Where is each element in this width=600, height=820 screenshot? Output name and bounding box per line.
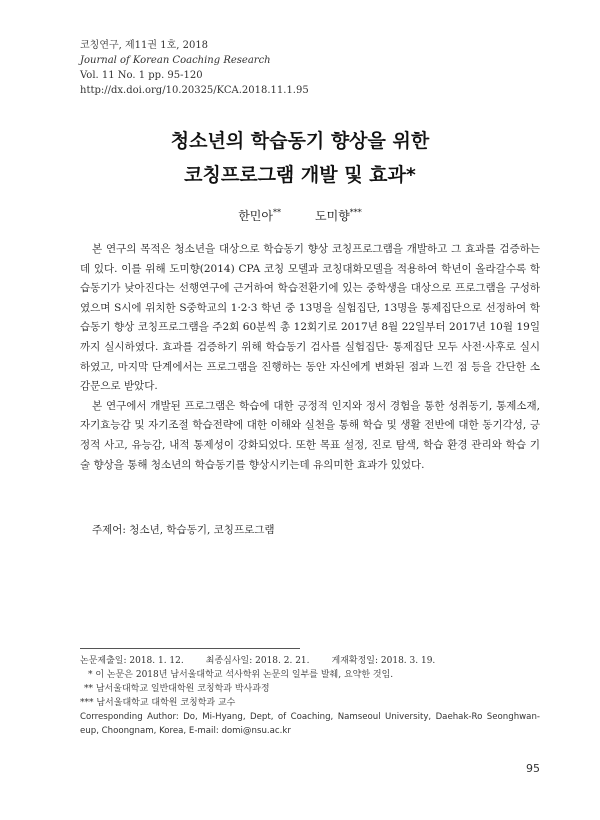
author-2 bbox=[315, 209, 362, 223]
abstract-paragraph-2: 본 연구에서 개발된 프로그램은 학습에 대한 긍정적 인지와 정서 경험을 통한 성취동기, 통제소재, 자기효능감 및 자기조절 학습전략에 대한 이해와 실천을 통해 학습 및 생활 전반에 대한 동기각성, 긍정적 사고, 유능감, 내적 통제성이 강화되었다. 또한 목표 설정, 진로 탐색, 학습 환경 관리와 학습 기술 향상을 통해 청소년의 학습동기를 향상시키는데 유의미한 효과가 있었다. bbox=[80, 399, 540, 471]
abstract bbox=[80, 240, 540, 475]
title-line-2: 코칭프로그램 개발 및 효과* bbox=[184, 164, 416, 186]
received-date: 논문제출일: 2018. 1. 12. bbox=[80, 656, 184, 666]
footnote-3: *** 남서울대학교 대학원 코칭학과 교수 bbox=[80, 698, 236, 708]
author-1-mark: ** bbox=[273, 208, 281, 217]
reviewed-date: 최종심사일: 2018. 2. 21. bbox=[205, 656, 310, 666]
doi-link[interactable]: http://dx.doi.org/10.20325/KCA.2018.11.1.95 bbox=[80, 85, 309, 96]
footnote-divider bbox=[80, 648, 300, 649]
author-1 bbox=[238, 207, 281, 224]
page-number: 95 bbox=[526, 762, 540, 775]
paper-title bbox=[0, 124, 600, 192]
author-2-mark: *** bbox=[349, 208, 362, 217]
author-1-name: 한민아 bbox=[238, 209, 273, 223]
journal-header bbox=[80, 38, 540, 98]
keywords: 주제어: 청소년, 학습동기, 코칭프로그램 bbox=[92, 524, 275, 536]
footnote-2: ** 남서울대학교 일반대학원 코칭학과 박사과정 bbox=[84, 684, 270, 694]
journal-issue: 코칭연구, 제11권 1호, 2018 bbox=[80, 40, 209, 51]
title-line-1: 청소년의 학습동기 향상을 위한 bbox=[170, 130, 430, 152]
author-2-name: 도미향 bbox=[315, 209, 350, 223]
submission-dates bbox=[80, 654, 540, 668]
author-list bbox=[0, 207, 600, 224]
footnotes bbox=[80, 654, 540, 738]
footnote-1: * 이 논문은 2018년 남서울대학교 석사학위 논문의 일부를 발췌, 요약한 것임. bbox=[88, 670, 394, 680]
corresponding-author: Corresponding Author: Do, Mi-Hyang, Dept, of Coaching, Namseoul University, Daehak-Ro Seonghwan-eup, Choongnam, Korea, E-mail: domi@nsu.ac.kr bbox=[80, 712, 540, 736]
volume-pages: Vol. 11 No. 1 pp. 95-120 bbox=[80, 70, 203, 81]
journal-name: Journal of Korean Coaching Research bbox=[80, 55, 271, 66]
abstract-paragraph-1: 본 연구의 목적은 청소년을 대상으로 학습동기 향상 코칭프로그램을 개발하고 그 효과를 검증하는데 있다. 이를 위해 도미향(2014) CPA 코칭 모델과 코칭대화모델을 적용하여 학년이 올라갈수록 학습동기가 낮아진다는 선행연구에 근거하여 학습전환기에 있는 중학생을 대상으로 프로그램을 구성하였으며 S시에 위치한 S중학교의 1·2·3 학년 중 13명을 실험집단, 13명을 통제집단으로 선정하여 학습동기 향상 코칭프로그램을 주2회 60분씩 총 12회기로 2017년 8월 22일부터 2017년 10월 19일까지 실시하였다. 효과를 검증하기 위해 학습동기 검사를 실험집단· 통제집단 모두 사전·사후로 실시하였고, 마지막 단계에서는 프로그램을 진행하는 동안 자신에게 변화된 점과 느낀 점 등을 간단한 소감문으로 받았다. bbox=[80, 243, 540, 393]
accepted-date: 게재확정일: 2018. 3. 19. bbox=[331, 656, 436, 666]
